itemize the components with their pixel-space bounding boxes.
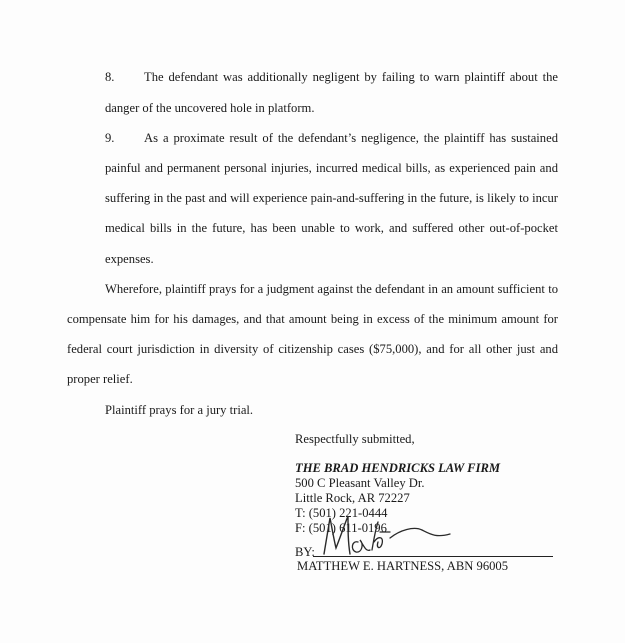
- paragraph-8-line-2: danger of the uncovered hole in platform.: [105, 101, 315, 115]
- phone-number: T: (501) 221-0444: [295, 506, 388, 520]
- paragraph-8-line-1: The defendant was additionally negligent by failing to warn plaintiff about the: [144, 70, 558, 84]
- signature-line: [313, 556, 553, 557]
- wherefore-line-4: proper relief.: [67, 372, 133, 386]
- jury-trial-request: Plaintiff prays for a jury trial.: [105, 403, 254, 417]
- paragraph-9-line-5: expenses.: [105, 252, 154, 266]
- by-label: BY:: [295, 545, 315, 559]
- address-line-1: 500 C Pleasant Valley Dr.: [295, 476, 425, 490]
- wherefore-line-1: Wherefore, plaintiff prays for a judgment against the defendant in an amount sufficient to: [105, 282, 558, 296]
- closing-text: Respectfully submitted,: [295, 432, 415, 446]
- firm-name: THE BRAD HENDRICKS LAW FIRM: [295, 461, 501, 475]
- paragraph-9-line-4: medical bills in the future, has been unable to work, and suffered other out-of-pocket: [105, 221, 558, 235]
- fax-number: F: (501) 611-0196: [295, 521, 387, 535]
- paragraph-9-line-1: As a proximate result of the defendant’s negligence, the plaintiff has sustained: [144, 131, 558, 145]
- address-line-2: Little Rock, AR 72227: [295, 491, 410, 505]
- wherefore-line-2: compensate him for his damages, and that amount being in excess of the minimum amount for: [67, 312, 558, 326]
- handwritten-signature: [318, 512, 458, 560]
- wherefore-line-3: federal court jurisdiction in diversity of citizenship cases ($75,000), and for all other just and: [67, 342, 558, 356]
- paragraph-9-line-3: suffering in the past and will experience pain-and-suffering in the future, is likely to incur: [105, 191, 558, 205]
- paragraph-9-line-2: painful and permanent personal injuries, incurred medical bills, as experienced pain and: [105, 161, 558, 175]
- paragraph-8-number: 8.: [105, 70, 115, 84]
- attorney-name: MATTHEW E. HARTNESS, ABN 96005: [297, 559, 509, 573]
- paragraph-9-number: 9.: [105, 131, 115, 145]
